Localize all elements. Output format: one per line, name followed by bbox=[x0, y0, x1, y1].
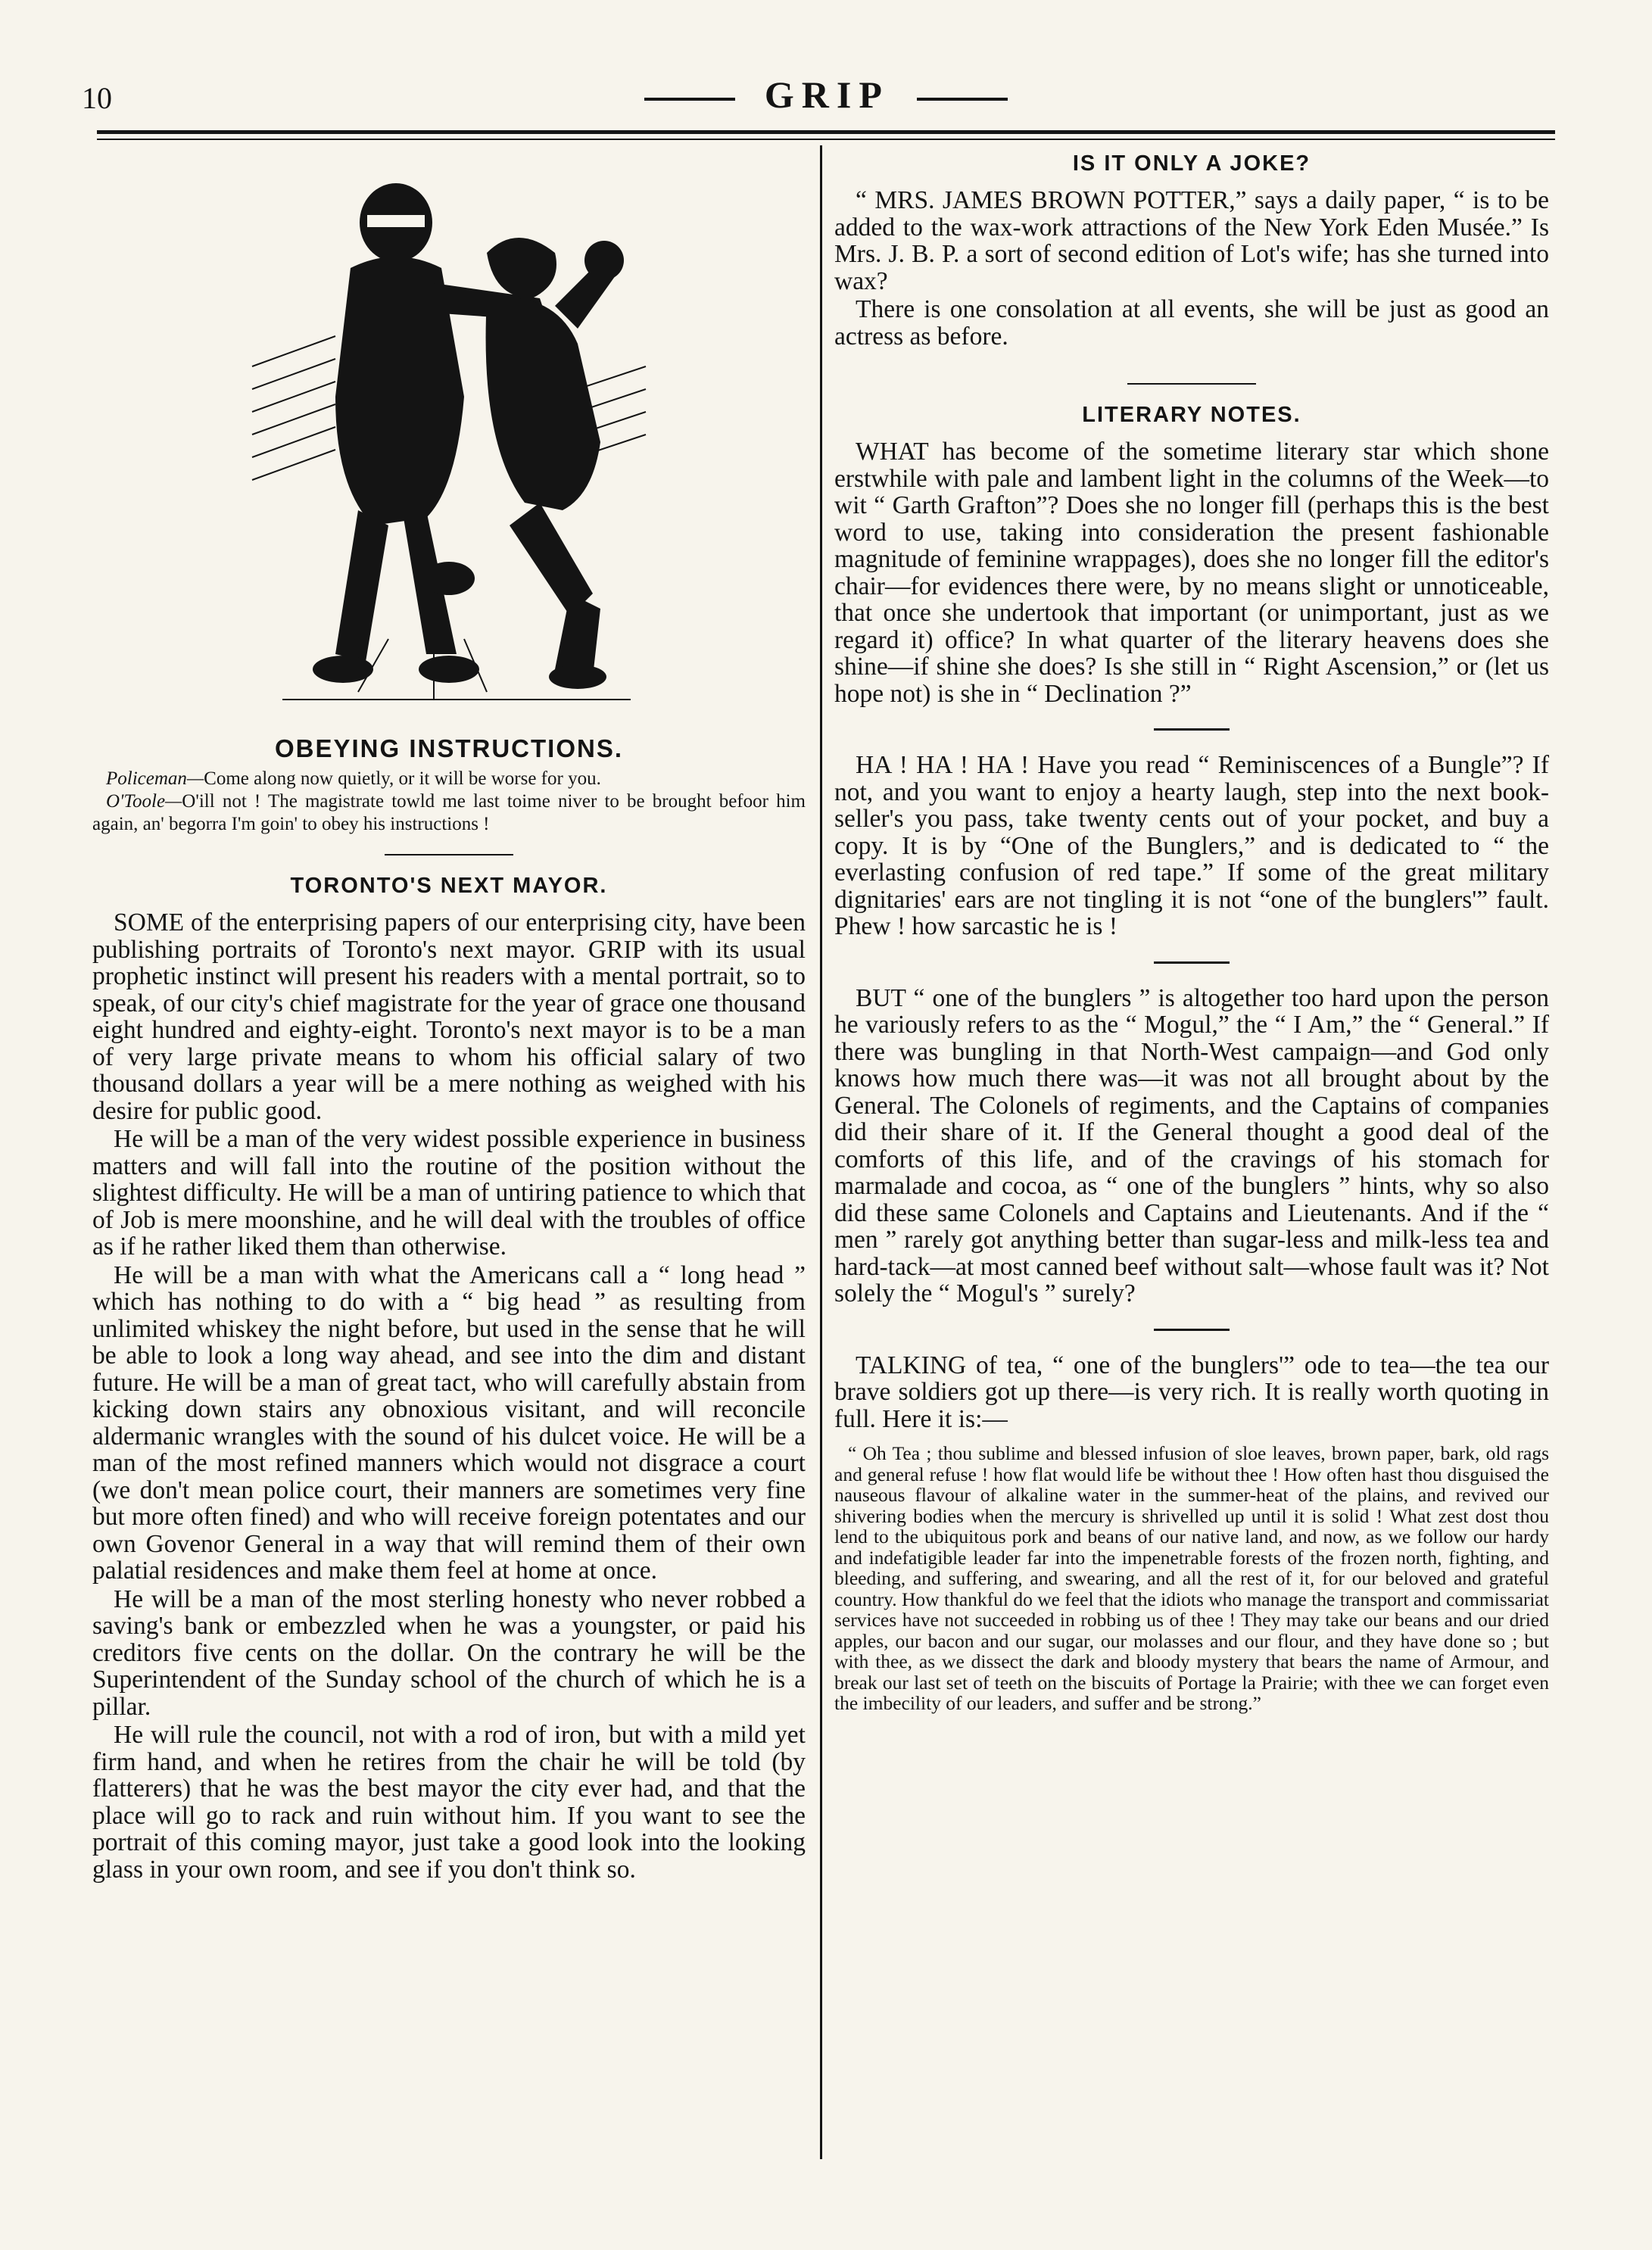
header-rule bbox=[97, 130, 1555, 134]
cartoon-illustration bbox=[237, 170, 661, 730]
caption-speaker: Policeman— bbox=[106, 768, 204, 789]
masthead-title: GRIP bbox=[764, 73, 888, 116]
section-separator bbox=[385, 854, 513, 855]
caption-speaker: O'Toole— bbox=[106, 791, 182, 812]
caption-text: Come along now quietly, or it will be worse for you. bbox=[204, 768, 601, 789]
paragraph-separator bbox=[1154, 961, 1230, 964]
quoted-ode: “ Oh Tea ; thou sublime and blessed infusion of sloe leaves, brown paper, bark, old rags and general refuse ! how flat would life be without thee ! How often hast thou disguised the nauseous flavour of alkaline water in the summer-heat of the plains, and revived our shivering bodies when the mercury is shrivelled up until it is solid ! What zest dost thou lend to the ubiquitous pork and beans of our native land, and now, as we follow our hardy and indefatigible leader far into the impenetrable forests of the frozen north, fighting, and bleeding, and suffering, and swearing, and all the rest of it, for our beloved and grateful country. How thankful do we feel that the idiots who manage the transport and commissariat services have not succeeded in robbing us of thee ! They may take our beans and our dried apples, our bacon and our sugar, our molasses and our flour, and they have done so ; but with thee, as we dissect the dark and bloody mystery that bears the name of Armour, and break our last set of teeth on the biscuits of Portage la Prairie; with thee we can forget even the imbecility of our leaders, and suffer and be strong.” bbox=[834, 1442, 1549, 1714]
left-column bbox=[92, 151, 806, 1883]
page-number: 10 bbox=[82, 81, 112, 115]
article-paragraph: BUT “ one of the bunglers ” is altogether too hard upon the person he variously refers to as the “ Mogul,” the “ I Am,” the “ General.” If there was bungling in that North-West campaign—and God only knows how much there was—it was not all brought about by the General. The Colonels of regiments, and the Captains of companies did their share of it. If the General thought a good deal of the comforts of this life, and of the cravings of his stomach for marmalade and cocoa, as “ one of the bunglers ” hints, why so also did these same Colonels and Captains and Lieutenants. And if the “ men ” rarely got anything better than sugar-less and milk-less tea and hard-tack—at most canned beef without salt—whose fault was it? Not solely the “ Mogul's ” surely? bbox=[834, 983, 1549, 1307]
article-paragraph: He will be a man with what the Americans call a “ long head ” which has nothing to do with a “ big head ” as resulting from unlimited whiskey the night before, but used in the sense that he will be able to look a long way ahead, and see into the dim and distant future. He will be a man of great tact, who will carefully abstain from kicking down stairs any obnoxious visitant, and will reconcile aldermanic wrangles with the sound of his dulcet voice. He will be a man of the most refined manners which would not disgrace a court (we don't mean police court, their manners are sometimes very fine but more often fined) and who will receive foreign potentates and our own Govenor General in a way that will remind them of their own palatial residences and make them feel at home at once. bbox=[92, 1261, 806, 1585]
caption-text: O'ill not ! The magistrate towld me last toime niver to be brought befoor him again, an' begorra I'm goin' to obey his instructions ! bbox=[92, 791, 806, 834]
article-paragraph: HA ! HA ! HA ! Have you read “ Reminiscences of a Bungle”? If not, and you want to enjoy a hearty laugh, step into the next book-seller's you pass, take twenty cents out of your pocket, and buy a copy. It is by “One of the Bunglers,” and is dedicated to “ the everlasting confusion of red tape.” If some of the great military dignitaries' ears are not tingling it is not “one of the bunglers'” fault. Phew ! how sarcastic he is ! bbox=[834, 751, 1549, 940]
masthead-rule-left bbox=[644, 98, 735, 101]
caption-line-otoole bbox=[92, 790, 806, 836]
article-title-toronto: TORONTO'S NEXT MAYOR. bbox=[290, 874, 608, 898]
caption-line-policeman bbox=[92, 768, 806, 790]
illustration-title: OBEYING INSTRUCTIONS. bbox=[274, 734, 624, 762]
article-paragraph: There is one consolation at all events, she will be just as good an actress as before. bbox=[834, 295, 1549, 351]
paragraph-separator bbox=[1154, 728, 1230, 731]
section-separator bbox=[1127, 383, 1256, 385]
article-title-joke: IS IT ONLY A JOKE? bbox=[1072, 151, 1311, 176]
article-paragraph: He will rule the council, not with a rod of iron, but with a mild yet firm hand, and when he retires from the chair he will be told (by flatterers) that he was the best mayor the city ever had, and that the place will go to rack and ruin without him. If you want to see the portrait of this coming mayor, just take a good look into the looking glass in your own room, and see if you don't think so. bbox=[92, 1721, 806, 1884]
article-paragraph: “ MRS. JAMES BROWN POTTER,” says a daily paper, “ is to be added to the wax-work attractions of the New York Eden Musée.” Is Mrs. J. B. P. a sort of second edition of Lot's wife; has she turned into wax? bbox=[834, 186, 1549, 295]
masthead bbox=[0, 73, 1652, 117]
article-title-literary: LITERARY NOTES. bbox=[1082, 403, 1301, 427]
column-divider bbox=[820, 145, 822, 2159]
paragraph-separator bbox=[1154, 1329, 1230, 1331]
article-paragraph: He will be a man of the very widest possible experience in business matters and will fall into the routine of the position without the slightest difficulty. He will be a man of untiring patience to which that of Job is mere moonshine, and he will deal with the troubles of office as if he rather liked them than otherwise. bbox=[92, 1125, 806, 1261]
article-paragraph: TALKING of tea, “ one of the bunglers'” ode to tea—the tea our brave soldiers got up there—is very rich. It is really worth quoting in full. Here it is:— bbox=[834, 1351, 1549, 1433]
header-rule-thin bbox=[97, 139, 1555, 140]
masthead-rule-right bbox=[917, 98, 1008, 101]
article-paragraph: He will be a man of the most sterling honesty who never robbed a saving's bank or embezzled when he was a youngster, or paid his creditors five cents on the dollar. On the contrary he will be the Superintendent of the Sunday school of the church of which he is a pillar. bbox=[92, 1585, 806, 1721]
article-paragraph: WHAT has become of the sometime literary star which shone erstwhile with pale and lambent light in the columns of the Week—to wit “ Garth Grafton”? Does she no longer fill (perhaps this is the best word to use, taking into consideration the present fashionable magnitude of feminine wrappages), does she no longer fill the editor's chair—for evidences there were, by no means slight or unnoticeable, that once she undertook that important (or unimportant, just as we regard it) office? In what quarter of the literary heavens does she shine—if shine she does? Is she still in “ Right Ascension,” or (let us hope not) is she in “ Declination ?” bbox=[834, 438, 1549, 708]
article-paragraph: SOME of the enterprising papers of our enterprising city, have been publishing portraits of Toronto's next mayor. GRIP with its usual prophetic instinct will present his readers with a mental portrait, so to speak, of our city's chief magistrate for the year of grace one thousand eight hundred and eighty-eight. Toronto's next mayor is to be a man of very large private means to whom his official salary of two thousand dollars a year will be a mere nothing as weighed with his desire for public good. bbox=[92, 908, 806, 1125]
right-column bbox=[834, 151, 1549, 1714]
